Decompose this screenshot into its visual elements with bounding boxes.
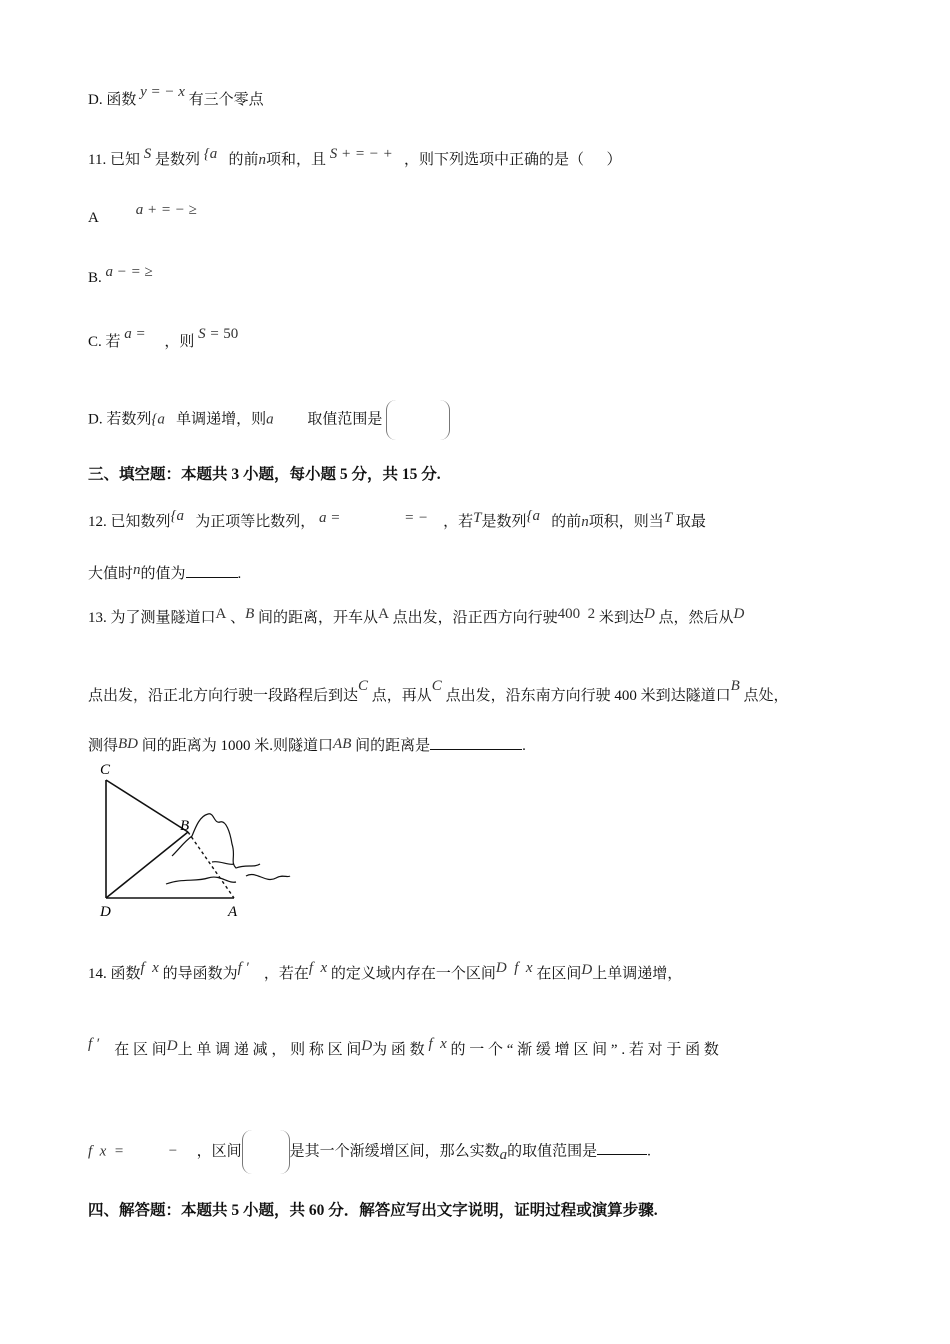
text: 在区间 <box>536 966 582 982</box>
text: . <box>237 566 242 582</box>
text: 点出发，沿正西方向行驶 <box>392 610 558 626</box>
formula: 400 2 <box>557 606 596 622</box>
formula: y = − x <box>140 84 185 100</box>
text: 是数列 <box>481 514 527 530</box>
q13-line1 <box>88 606 744 627</box>
text: 点，然后从 <box>658 610 734 626</box>
option-label: D. <box>88 411 103 428</box>
text: 、 <box>230 610 246 626</box>
text: 是数列 <box>154 152 200 168</box>
text: . <box>647 1143 651 1160</box>
question-number: 11. <box>88 152 107 168</box>
text: 为正项等比数列， <box>195 514 316 530</box>
segment-cb <box>106 780 188 832</box>
formula: T <box>473 510 482 526</box>
formula: = − <box>404 510 429 526</box>
label-c: C <box>100 762 111 778</box>
formula: C <box>358 678 369 694</box>
formula: T <box>663 510 673 526</box>
text: 取值范围是 <box>307 411 383 428</box>
text: 上 单 调 递 减 ， 则 称 区 间 <box>177 1042 362 1058</box>
section-3-title: 三、填空题：本题共 3 小题，每小题 5 分，共 15 分. <box>88 466 441 483</box>
text: 点处， <box>743 688 789 704</box>
answer-blank[interactable] <box>597 1140 647 1155</box>
q14-line1 <box>88 962 682 983</box>
text: 已知数列 <box>110 514 171 530</box>
text: 米到达 <box>598 610 644 626</box>
text: 间的距离为 1000 米.则隧道口 <box>141 738 334 754</box>
text: . <box>522 738 526 754</box>
text: ，若 <box>443 514 474 530</box>
answer-blank[interactable] <box>186 563 238 578</box>
formula: f x <box>140 960 159 976</box>
formula-value: 50 <box>223 326 239 342</box>
formula: a − = ≥ <box>105 264 153 280</box>
q11-option-d <box>88 400 450 440</box>
text: 的前 <box>228 152 259 168</box>
option-label: A <box>88 210 99 226</box>
text: 上单调递增， <box>592 966 683 982</box>
formula: n <box>581 514 589 530</box>
text: 项积，则当 <box>588 514 664 530</box>
formula: A <box>378 606 389 622</box>
formula: f x <box>308 960 328 976</box>
formula: AB <box>333 736 352 752</box>
formula: n <box>133 562 141 578</box>
text: 项和，且 <box>266 152 327 168</box>
formula: {a <box>170 508 185 524</box>
question-number: 12. <box>88 514 107 530</box>
option-label: B. <box>88 270 102 286</box>
formula: C <box>431 678 442 694</box>
text: 在 区 间 <box>114 1042 167 1058</box>
q14-line3 <box>88 1130 651 1174</box>
text: ，若在 <box>263 966 309 982</box>
formula: {a <box>151 411 165 428</box>
formula: D <box>581 962 593 978</box>
q13-line3 <box>88 734 526 755</box>
segment-db <box>106 832 188 898</box>
text: 有三个零点 <box>188 92 264 108</box>
formula: D <box>733 606 745 622</box>
text: 的值为 <box>140 566 186 582</box>
text: ） <box>606 152 622 168</box>
text: 若数列 <box>106 411 152 428</box>
formula: a + = − ≥ <box>135 202 197 218</box>
text: 的取值范围是 <box>507 1143 598 1160</box>
formula: f ′ <box>237 960 249 976</box>
tunnel-figure <box>96 760 296 920</box>
formula: S <box>143 146 152 162</box>
question-number: 14. <box>88 966 107 982</box>
formula: BD <box>118 736 139 752</box>
text: 函数 <box>110 966 141 982</box>
formula: S + = − + <box>329 146 393 162</box>
q11-option-a <box>88 202 197 227</box>
text: 测得 <box>88 738 119 754</box>
text: 的导函数为 <box>162 966 238 982</box>
answer-blank[interactable] <box>430 735 522 750</box>
segment-ba-dashed <box>188 832 234 898</box>
formula: {a <box>526 508 541 524</box>
text: 点出发，沿正北方向行驶一段路程后到达 <box>88 688 359 704</box>
formula: D <box>643 606 655 622</box>
formula: B <box>730 678 740 694</box>
formula: D f x <box>495 960 533 976</box>
text: 为 函 数 <box>372 1042 425 1058</box>
text: 点，再从 <box>371 688 432 704</box>
text: ，则 <box>164 334 195 350</box>
text: 若 <box>105 334 121 350</box>
q12-line1 <box>88 510 706 531</box>
q14-line2 <box>88 1038 719 1059</box>
text: 为了测量隧道口 <box>110 610 216 626</box>
formula: f ′ <box>88 1036 100 1052</box>
section-4-title: 四、解答题：本题共 5 小题，共 60 分．解答应写出文字说明，证明过程或演算步骤. <box>88 1202 658 1219</box>
formula: A <box>215 606 227 622</box>
formula: f x <box>428 1036 447 1052</box>
formula: a = <box>319 510 341 526</box>
q11-option-b <box>88 264 153 287</box>
text: 取最 <box>675 514 706 530</box>
interval-placeholder <box>386 400 450 440</box>
label-a: A <box>228 904 238 920</box>
text: 单调递增，则 <box>176 411 267 428</box>
formula: n <box>258 152 266 168</box>
label-d: D <box>100 904 111 920</box>
interval-placeholder <box>242 1130 290 1174</box>
formula: {a <box>203 146 218 162</box>
label-b: B <box>180 818 190 834</box>
formula: S = <box>198 326 220 342</box>
text: 函数 <box>106 92 137 108</box>
option-label: D. <box>88 92 103 108</box>
formula: a <box>499 1147 508 1164</box>
text: 的前 <box>551 514 582 530</box>
formula: f x = <box>88 1143 124 1160</box>
formula: a <box>266 411 274 428</box>
question-number: 13. <box>88 610 107 626</box>
formula: a = <box>124 326 146 342</box>
text: 已知 <box>109 152 140 168</box>
formula: − <box>167 1143 178 1160</box>
formula: D <box>361 1038 373 1054</box>
text: 的 一 个 “ 渐 缓 增 区 间 ” . 若 对 于 函 数 <box>450 1042 719 1058</box>
q11-stem <box>88 148 622 169</box>
text: ，区间 <box>196 1143 242 1160</box>
formula: D <box>166 1038 178 1054</box>
q12-line2 <box>88 562 241 583</box>
formula: B <box>245 606 255 622</box>
q13-line2 <box>88 678 789 705</box>
text: 间的距离是 <box>355 738 431 754</box>
q11-option-c <box>88 326 239 351</box>
text: 的定义域内存在一个区间 <box>330 966 496 982</box>
text: 是其一个渐缓增区间，那么实数 <box>289 1143 500 1160</box>
text: 间的距离，开车从 <box>258 610 379 626</box>
text: ，则下列选项中正确的是（ <box>404 152 585 168</box>
text: 大值时 <box>88 566 134 582</box>
q10-option-d <box>88 84 264 109</box>
text: 点出发，沿东南方向行驶 400 米到达隧道口 <box>445 688 731 704</box>
option-label: C. <box>88 334 102 350</box>
